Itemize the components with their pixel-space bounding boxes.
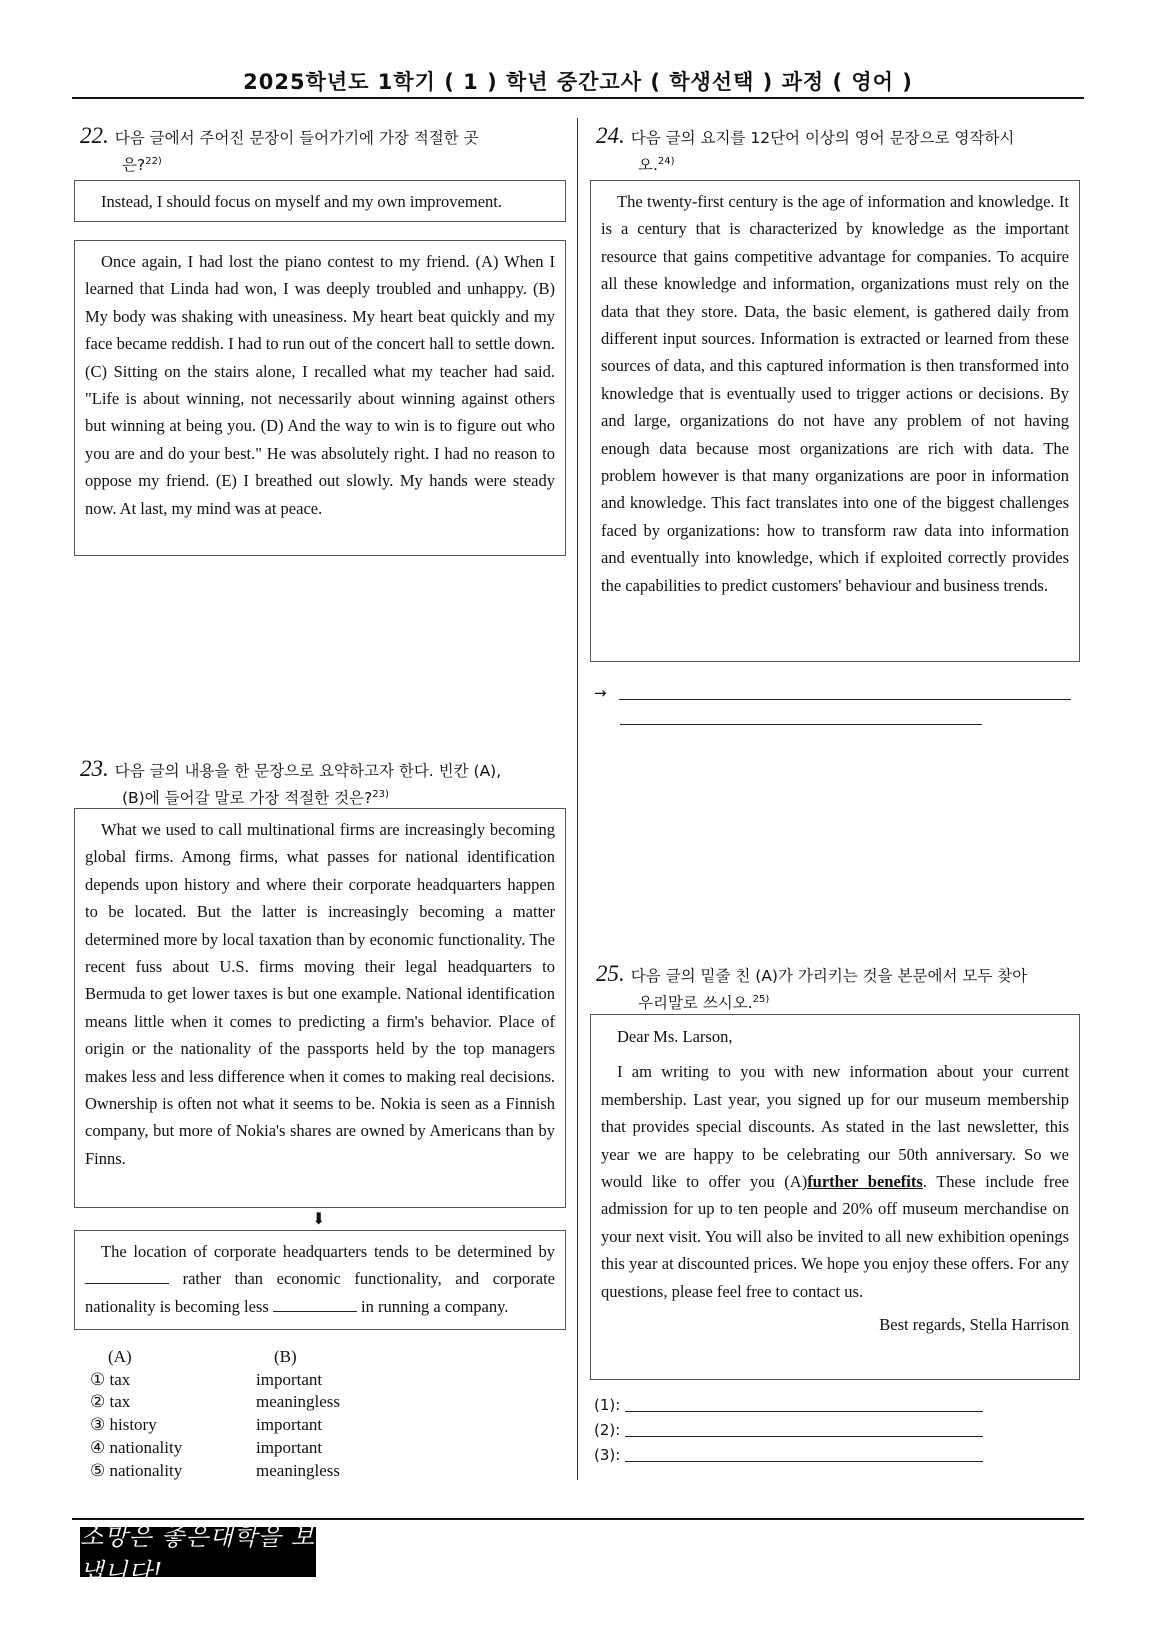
choice-a: tax — [109, 1392, 131, 1412]
footnote-ref: 23) — [372, 789, 389, 800]
choice-a: nationality — [109, 1437, 183, 1457]
blank-b — [273, 1297, 357, 1312]
prompt-text: 다음 글에서 주어진 문장이 들어가기에 가장 적절한 곳 — [114, 129, 479, 147]
footnote-ref: 22) — [145, 156, 162, 167]
blank-a — [85, 1269, 169, 1284]
header-rule — [72, 97, 1084, 99]
given-sentence-box — [74, 180, 566, 222]
passage-text: The twenty-first century is the age of information and knowledge. It is a century that is characterized by knowledge as the important resource that gains competitive advantage for companies. To acquire all these knowledge and information, organizations must rely on the data that they store. Data, the basic element, is gathered daily from different input sources. Information is extracted or learned from these sources of data, and this captured information is then transformed into knowledge that is eventually used to trigger actions or decisions. By and large, organizations do not have any problem of not having enough data because most organizations are rich with data. The problem however is that many organizations are poor in information and knowledge. This fact translates into one of the biggest challenges faced by organizations: how to transform raw data into information and eventually into knowledge, which if exploited correctly provides the capabilities to predict customers' behaviour and business trends. — [601, 192, 1069, 595]
down-arrow-icon: ⬇ — [312, 1211, 326, 1228]
prompt-text: (B)에 들어갈 말로 가장 적절한 것은? — [122, 789, 373, 808]
answer-area-24[interactable] — [594, 681, 1071, 731]
choice-2[interactable] — [90, 1391, 340, 1414]
choice-b: important — [256, 1369, 323, 1389]
column-divider — [577, 118, 578, 1480]
choice-3[interactable] — [90, 1414, 340, 1437]
choice-b: meaningless — [256, 1392, 341, 1412]
choice-b: important — [256, 1437, 323, 1457]
passage-text: What we used to call multinational firms are increasingly becoming global firms. Among firms, what passes for national identification depends upon history and where their corporate headquarters happen to be located. But the latter is increasingly becoming a matter determined more by local taxation than by economic functionality. The recent fuss about U.S. firms moving their legal headquarters to Bermuda to get lower taxes is but one example. National identification means little when it comes to predicting a firm's behavior. Place of origin or the nationality of the passports held by the top managers makes less and less difference when it comes to making real decisions. Ownership is often not what it seems to be. Nokia is seen as a Finnish company, but more of Nokia's shares are owned by Americans than by Finns. — [85, 820, 555, 1168]
letter-closing: Best regards, Stella Harrison — [879, 1315, 1069, 1335]
answer-choices — [90, 1346, 340, 1482]
arrow-icon: → — [594, 684, 607, 702]
prompt-text: 오. — [638, 156, 658, 175]
letter-salutation: Dear Ms. Larson, — [617, 1027, 733, 1046]
question-25-prompt — [596, 962, 1080, 1015]
answer-line[interactable] — [625, 1424, 983, 1437]
choice-5[interactable] — [90, 1460, 340, 1483]
choice-b: meaningless — [256, 1460, 341, 1480]
question-number: 24. — [596, 123, 625, 148]
footer-logo: 소망은 좋은대학을 보냅니다! — [80, 1523, 315, 1586]
choice-header-a: (A) — [108, 1347, 132, 1366]
underlined-phrase: further benefits — [807, 1172, 923, 1192]
passage-box-24 — [590, 180, 1080, 662]
choice-a: nationality — [109, 1460, 183, 1480]
prompt-text: 다음 글의 밑줄 친 (A)가 가리키는 것을 본문에서 모두 찾아 — [630, 967, 1028, 985]
summary-text — [85, 1238, 555, 1320]
answer-label: (2): — [594, 1421, 621, 1439]
choice-mark: ② — [90, 1392, 106, 1412]
answer-area-25[interactable] — [594, 1393, 983, 1468]
footnote-ref: 25) — [752, 994, 770, 1005]
choice-mark: ⑤ — [90, 1460, 106, 1480]
answer-label: (1): — [594, 1396, 621, 1414]
choice-1[interactable] — [90, 1369, 340, 1392]
given-sentence: Instead, I should focus on myself and my own improvement. — [101, 192, 502, 211]
letter-body — [601, 1058, 1069, 1305]
summary-part: The location of corporate headquarters tends to be determined by — [101, 1242, 555, 1261]
answer-label: (3): — [594, 1446, 621, 1464]
letter-box — [590, 1014, 1080, 1380]
summary-box — [74, 1230, 566, 1330]
choice-mark: ③ — [90, 1415, 106, 1435]
choice-4[interactable] — [90, 1437, 340, 1460]
choice-b: important — [256, 1415, 323, 1435]
answer-line[interactable] — [625, 1449, 983, 1462]
question-24-prompt — [596, 124, 1080, 177]
question-23-prompt — [80, 757, 566, 810]
answer-line[interactable] — [620, 712, 982, 725]
prompt-text: 다음 글의 내용을 한 문장으로 요약하고자 한다. 빈칸 (A), — [114, 762, 502, 780]
choice-mark: ① — [90, 1369, 106, 1389]
question-number: 23. — [80, 756, 109, 781]
passage-box-23 — [74, 808, 566, 1208]
choice-a: tax — [109, 1369, 131, 1389]
letter-text: . These include free admission for up to ten people and 20% off museum merchandise on your next visit. You will also be invited to all new exhibition openings this year at discounted prices. We hope you enjoy these offers. For any questions, please feel free to contact us. — [601, 1172, 1069, 1301]
choice-mark: ④ — [90, 1437, 106, 1457]
footnote-ref: 24) — [657, 156, 675, 167]
answer-line[interactable] — [619, 687, 1071, 700]
prompt-text: 은? — [122, 156, 146, 175]
question-number: 22. — [80, 123, 109, 148]
answer-line[interactable] — [625, 1399, 983, 1412]
passage-box-22 — [74, 240, 566, 556]
choice-header-b: (B) — [274, 1347, 297, 1366]
exam-title: 2025학년도 1학기 ( 1 ) 학년 중간고사 ( 학생선택 ) 과정 ( 영어 ) — [243, 70, 913, 94]
summary-part: rather than economic functionality, and corporate nationality is becoming less — [85, 1269, 555, 1316]
prompt-text: 다음 글의 요지를 12단어 이상의 영어 문장으로 영작하시 — [630, 129, 1015, 147]
passage-text: Once again, I had lost the piano contest to my friend. (A) When I learned that Linda had won, I was deeply troubled and unhappy. (B) My body was shaking with uneasiness. My heart beat quickly and my face became reddish. I had to run out of the concert hall to settle down. (C) Sitting on the stairs alone, I recalled what my teacher had said. "Life is about winning, not necessarily about winning against others but winning at being you. (D) And the way to win is to figure out who you are and do your best." He was absolutely right. I had no reason to oppose my friend. (E) I breathed out slowly. My hands were steady now. At last, my mind was at peace. — [85, 252, 555, 518]
choice-a: history — [109, 1415, 157, 1435]
summary-part: in running a company. — [361, 1296, 509, 1316]
prompt-text: 우리말로 쓰시오. — [638, 994, 753, 1013]
question-22-prompt — [80, 124, 566, 177]
letter-text: I am writing to you with new information about your current membership. Last year, you signed up for our museum membership that provides special discounts. As stated in the last newsletter, this year we are happy to be celebrating our 50th anniversary. So we would like to offer you (A) — [601, 1062, 1069, 1192]
question-number: 25. — [596, 961, 625, 986]
